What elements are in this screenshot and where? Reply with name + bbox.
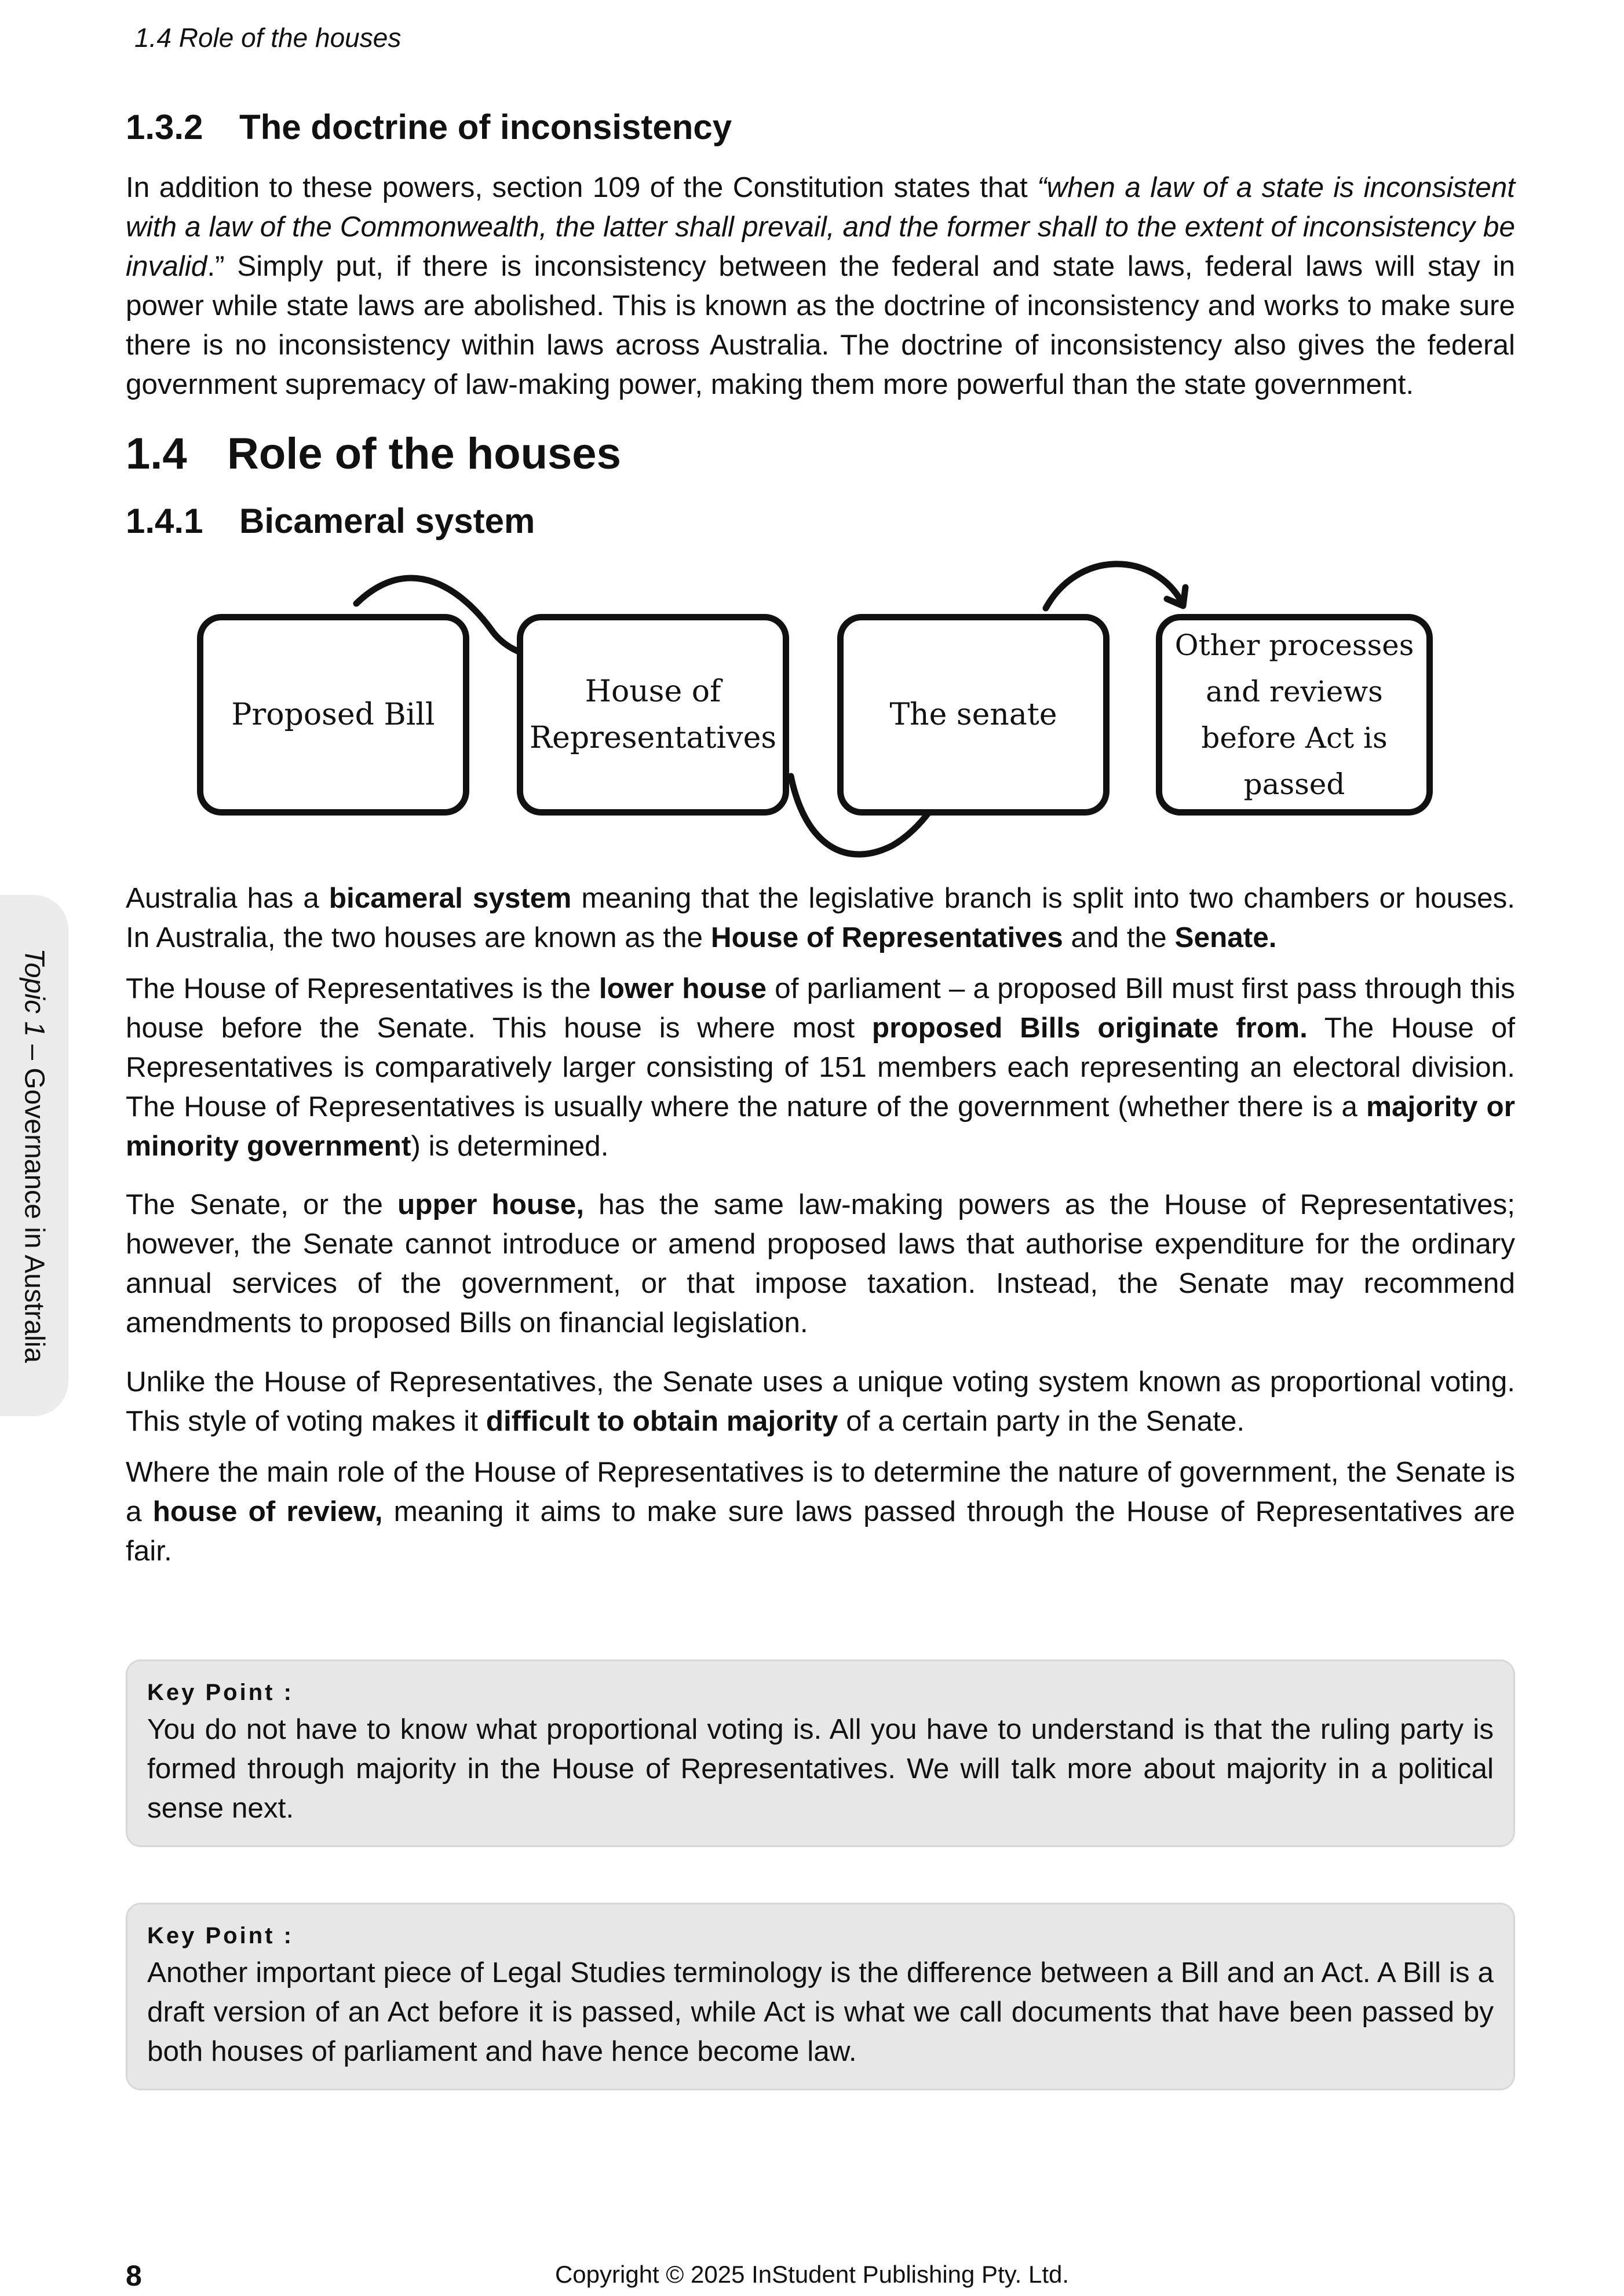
text-run: Where the main role of the House of Representatives is to determine the nature of government, the Senate is a	[126, 1456, 1515, 1527]
heading-number: 1.3.2	[126, 108, 203, 147]
text-run: meaning that the legislative branch is split into two chambers or houses. In Australia, the two houses are known as the	[126, 882, 1516, 953]
bold-term: bicameral system	[329, 882, 572, 914]
text-run: The House of Representatives is comparatively larger consisting of 151 members each representing an electoral division. The House of Representatives is usually where the nature of the government (whether there is a	[126, 1012, 1515, 1123]
heading-number: 1.4.1	[126, 502, 203, 540]
box-label-line: House of	[585, 674, 721, 709]
text-run: Unlike the House of Representatives, the Senate uses a unique voting system known as proportional voting. This style of voting makes it	[126, 1366, 1515, 1437]
page-number: 8	[126, 2260, 142, 2292]
bold-term: majority or minority government	[126, 1091, 1515, 1162]
key-point-body: Another important piece of Legal Studies terminology is the difference between a Bill and an Act. A Bill is a draft version of an Act before it is passed, while Act is what we call documents that have been passed by both houses of parliament and have hence become law.	[147, 1957, 1494, 2067]
side-tab-rest: – Governance in Australia	[19, 1037, 50, 1363]
text-run: The House of Representatives is the	[126, 972, 599, 1004]
bold-term: proposed Bills originate from.	[871, 1012, 1308, 1044]
constitution-quote: “when a law of a state is inconsistent with a law of the Commonwealth, the latter shall prevail, and the former shall to the extent of inconsistency be invalid	[126, 171, 1515, 282]
side-tab-topic: Topic 1	[19, 948, 50, 1037]
bold-term: Senate.	[1174, 922, 1277, 953]
box-house-of-representatives	[517, 614, 789, 816]
text-run: and the	[1063, 922, 1175, 953]
key-point-box-2	[126, 1903, 1515, 2090]
paragraph-lower-house	[126, 969, 1515, 1166]
heading-title: The doctrine of inconsistency	[239, 108, 732, 147]
bicameral-flow-diagram	[191, 556, 1448, 857]
text-run: of a certain party in the Senate.	[838, 1405, 1245, 1437]
box-other-processes	[1156, 614, 1433, 816]
heading-title: Role of the houses	[227, 429, 621, 478]
bold-term: House of Representatives	[710, 922, 1063, 953]
box-label-line: Representatives	[529, 721, 777, 755]
key-point-box-1	[126, 1659, 1515, 1847]
key-point-label: Key Point :	[147, 1680, 294, 1705]
box-label: Proposed Bill	[231, 697, 435, 732]
copyright-notice: Copyright © 2025 InStudent Publishing Pty. Ltd.	[554, 2261, 1070, 2288]
paragraph-proportional-voting	[126, 1362, 1515, 1441]
text-run: .” Simply put, if there is inconsistency between the federal and state laws, federal laws will stay in power while state laws are abolished. This is known as the doctrine of inconsistency and works to make sure there is no inconsistency within laws across Australia. The doctrine of inconsistency also gives the federal government supremacy of law-making power, making them more powerful than the state government.	[126, 250, 1515, 400]
text-run: ) is determined.	[411, 1130, 609, 1162]
paragraph-house-of-review	[126, 1453, 1515, 1571]
bold-term: difficult to obtain majority	[486, 1405, 838, 1437]
bold-term: upper house,	[397, 1189, 585, 1220]
paragraph-bicameral	[126, 879, 1515, 957]
box-the-senate	[837, 614, 1110, 816]
box-label	[1175, 622, 1414, 807]
text-run: Australia has a	[126, 882, 329, 914]
text-run: The Senate, or the	[126, 1189, 397, 1220]
running-header: 1.4 Role of the houses	[134, 23, 402, 53]
box-label-line: passed	[1243, 767, 1345, 801]
text-run: of parliament – a proposed Bill must first pass through this house before the Senate. This house is where most	[126, 972, 1515, 1044]
heading-bicameral-system	[126, 501, 535, 541]
key-point-label: Key Point :	[147, 1923, 294, 1948]
key-point-body: You do not have to know what proportional voting is. All you have to understand is that the ruling party is formed through majority in the House of Representatives. We will talk more about majority in a political sense next.	[147, 1713, 1494, 1824]
box-label	[530, 668, 776, 761]
box-label-line: before Act is	[1201, 721, 1388, 755]
text-run: In addition to these powers, section 109 of the Constitution states that	[126, 171, 1038, 203]
box-label: The senate	[889, 697, 1057, 732]
text-run: has the same law-making powers as the House of Representatives; however, the Senate cannot introduce or amend proposed laws that authorise expenditure for the ordinary annual services of the government, or that impose taxation. Instead, the Senate may recommend amendments to proposed Bills on financial legislation.	[126, 1189, 1515, 1339]
paragraph-upper-house	[126, 1185, 1515, 1343]
bold-term: lower house	[598, 972, 767, 1004]
box-label-line: and reviews	[1206, 675, 1383, 708]
text-run: meaning it aims to make sure laws passed through the House of Representatives are fair.	[126, 1496, 1515, 1567]
side-tab-label	[19, 948, 50, 1363]
arrow-senate-to-other	[1046, 564, 1182, 608]
box-label-line: Other processes	[1174, 628, 1414, 662]
bold-term: house of review,	[152, 1496, 383, 1527]
heading-number: 1.4	[126, 429, 187, 478]
heading-doctrine-of-inconsistency	[126, 107, 732, 147]
box-proposed-bill	[197, 614, 469, 816]
paragraph-inconsistency	[126, 168, 1515, 404]
heading-title: Bicameral system	[239, 502, 535, 540]
heading-role-of-the-houses	[126, 429, 621, 479]
